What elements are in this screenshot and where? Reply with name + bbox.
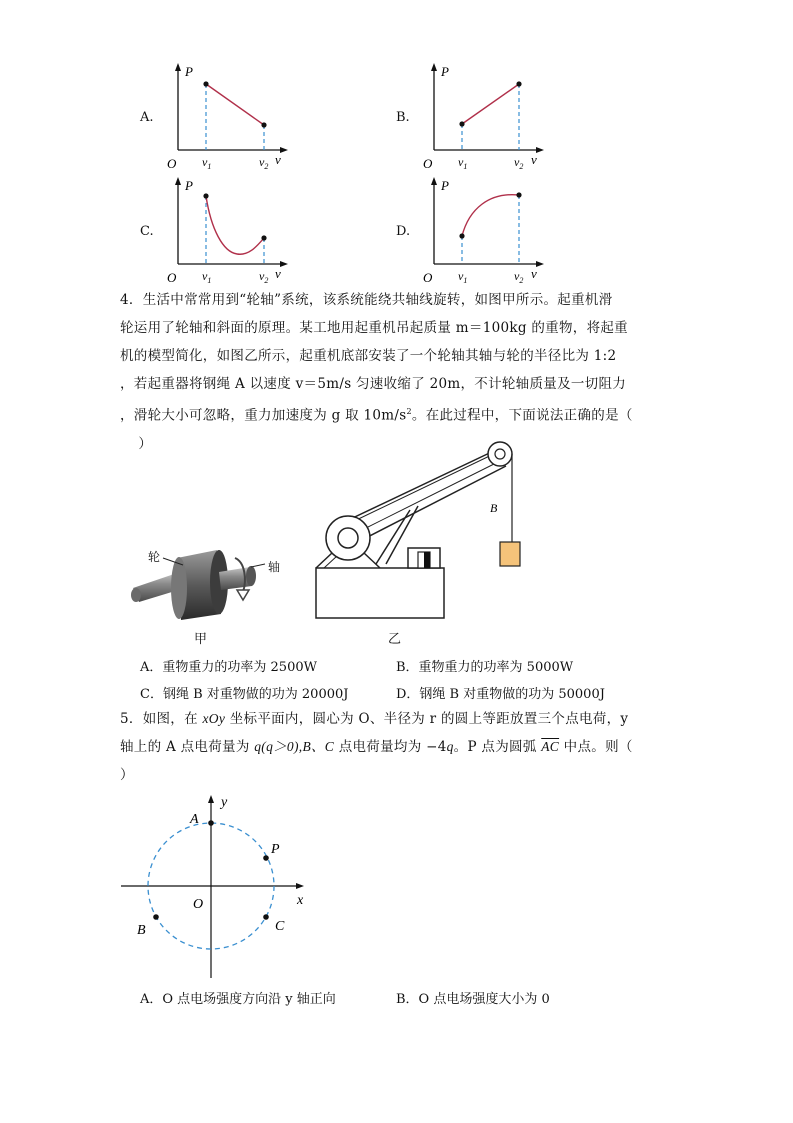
graph-a-label: A.	[140, 110, 154, 125]
q4-line-6: ）	[120, 435, 153, 452]
q4-line-1: 4．生活中常常用到“轮轴”系统，该系统能绕共轴线旋转，如图甲所示。起重机滑	[120, 292, 613, 308]
q5-line-1: 5．如图，在 xOy 坐标平面内，圆心为 O、半径为 r 的圆上等距放置三个点电荷，y	[120, 711, 629, 727]
curve	[206, 196, 264, 254]
point-v1	[203, 81, 208, 86]
figure-circle-charges	[115, 790, 315, 985]
label-wheel: 轮	[148, 550, 161, 564]
q4-line-2: 轮运用了轮轴和斜面的原理。某工地用起重机吊起质量 m＝100kg 的重物，将起重	[120, 320, 628, 336]
svg-text:P: P	[441, 64, 449, 79]
figure-crane	[310, 428, 525, 620]
svg-text:v: v	[531, 152, 537, 167]
graph-c-label: C.	[140, 224, 154, 239]
boom-bottom	[354, 466, 506, 544]
charge-b	[153, 914, 159, 920]
q4-option-a[interactable]: A．重物重力的功率为 2500W	[140, 660, 317, 675]
point-p	[263, 855, 269, 861]
curve	[206, 84, 264, 125]
curve	[462, 195, 519, 236]
winch-wheel-inner	[338, 528, 358, 548]
svg-text:A: A	[190, 812, 199, 827]
q4-option-c[interactable]: C．钢绳 B 对重物做的功为 20000J	[140, 687, 349, 702]
caption-yi: 乙	[388, 632, 402, 647]
y-arrow	[208, 795, 214, 803]
svg-text:O: O	[423, 270, 433, 285]
point-v2	[261, 122, 266, 127]
question-5-text	[120, 705, 680, 789]
svg-text:B: B	[137, 923, 146, 938]
q4-option-d[interactable]: D．钢绳 B 对重物做的功为 50000J	[396, 687, 605, 702]
caption-jia: 甲	[194, 632, 208, 647]
y-arrow	[175, 63, 181, 71]
svg-text:v2: $v_2$	[514, 155, 524, 171]
svg-text:y: y	[221, 795, 228, 810]
svg-text:P: P	[271, 842, 280, 857]
svg-text:P: P	[441, 178, 449, 193]
x-arrow	[280, 147, 288, 153]
crane-base	[316, 568, 444, 618]
svg-text:v: v	[275, 266, 281, 281]
v2-label: $v_2$	[259, 155, 269, 171]
charge-a	[208, 820, 214, 826]
q5-line-2: 轴上的 A 点电荷量为 q(q＞0),B、C 点电荷量均为 −4q。P 点为圆弧 $\overline{AC}$ 中点。则（	[120, 739, 633, 755]
q5-option-b[interactable]: B．O 点电场强度大小为 0	[396, 992, 550, 1007]
svg-text:v1: $v_1$	[202, 269, 212, 285]
q5-option-a[interactable]: A．O 点电场强度方向沿 y 轴正向	[140, 992, 336, 1007]
graph-d	[421, 174, 551, 286]
boom-top	[340, 448, 500, 524]
q4-line-3: 机的模型简化，如图乙所示，起重机底部安装了一个轮轴其轴与轮的半径比为 1:2	[120, 348, 617, 364]
graph-c	[165, 174, 295, 286]
svg-text:C: C	[275, 919, 285, 934]
svg-text:O: O	[193, 897, 204, 912]
q4-line-4: ，若起重器将钢绳 A 以速度 v＝5m/s 匀速收缩了 20m，不计轮轴质量及一切阻力	[120, 376, 627, 392]
axis-y-label: P	[185, 64, 193, 79]
v1-label: $v_1$	[202, 155, 212, 171]
svg-text:v2: $v_2$	[259, 269, 269, 285]
graph-b-label: B.	[396, 110, 410, 125]
label-b: B	[490, 501, 498, 515]
x-arrow	[296, 883, 304, 889]
graph-d-label: D.	[396, 224, 411, 239]
charge-c	[263, 914, 269, 920]
svg-text:v1: $v_1$	[458, 155, 468, 171]
weight-box	[500, 542, 520, 566]
curve	[462, 84, 519, 124]
axis-x-label: v	[275, 152, 281, 167]
label-axle: 轴	[268, 560, 281, 574]
q5-line-3: ）	[120, 767, 134, 783]
q4-line-5: ，滑轮大小可忽略，重力加速度为 g 取 $10m/s^2$。在此过程中，下面说法正确的是（	[120, 407, 633, 424]
svg-text:v1: $v_1$	[458, 269, 468, 285]
svg-text:P: P	[185, 178, 193, 193]
graph-a	[165, 60, 295, 172]
origin-label: O	[167, 156, 177, 171]
graph-b	[421, 60, 551, 172]
svg-text:O: O	[423, 156, 433, 171]
svg-text:O: O	[167, 270, 177, 285]
svg-text:v2: $v_2$	[514, 269, 524, 285]
svg-text:x: x	[297, 893, 304, 908]
svg-text:v: v	[531, 266, 537, 281]
boom-brace	[376, 510, 410, 564]
q4-option-b[interactable]: B．重物重力的功率为 5000W	[396, 660, 574, 675]
